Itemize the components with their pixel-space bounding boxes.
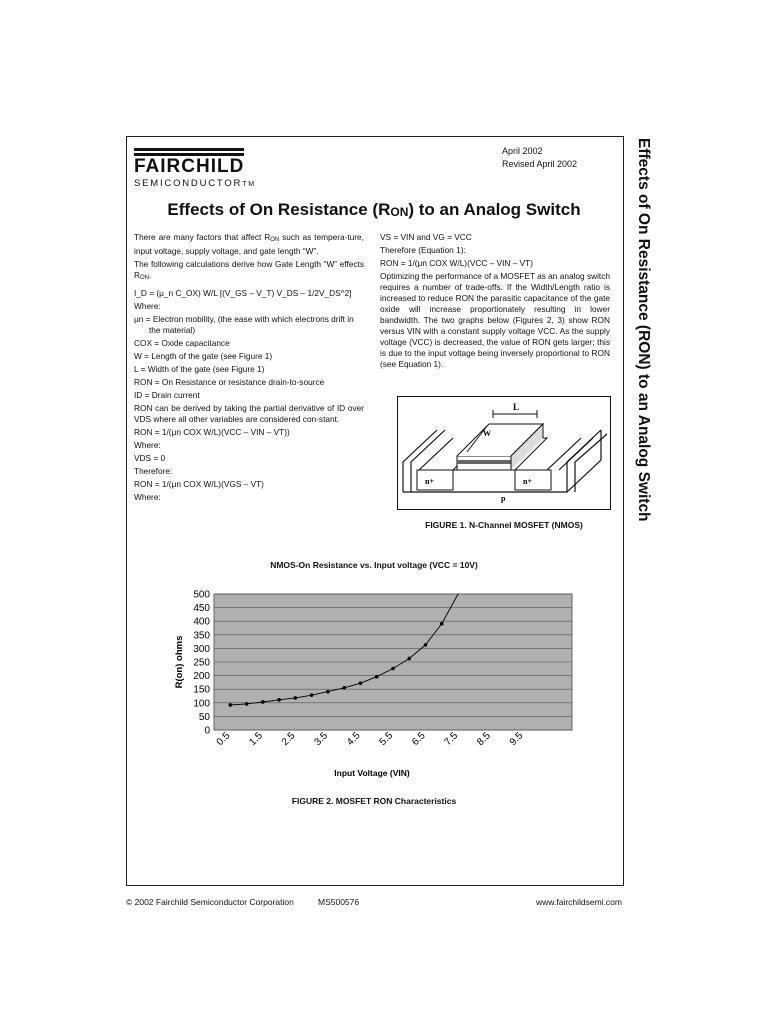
- x-axis-label: Input Voltage (VIN): [334, 768, 410, 778]
- figure1-caption: FIGURE 1. N-Channel MOSFET (NMOS): [425, 520, 583, 530]
- figure2-caption: FIGURE 2. MOSFET RON Characteristics: [291, 796, 457, 806]
- ron-chart: [170, 584, 580, 784]
- equation-id: I_D = (μ_n C_OX) W/L [(V_GS – V_T) V_DS – 1/2V_DS^2]: [134, 288, 352, 298]
- x-tick-label: 5.5: [377, 730, 396, 748]
- intro-paragraph-2: The following calculations derive how Gate Length “W” effects $R_{ON}$.: [134, 259, 364, 281]
- data-point: [326, 690, 330, 694]
- where-label-3: Where:: [134, 492, 161, 502]
- vs-vg-text: VS = VIN and VG = VCC: [380, 232, 472, 242]
- x-tick-label: 7.5: [442, 730, 461, 748]
- therefore-label: Therefore:: [134, 466, 173, 476]
- data-point: [359, 681, 363, 685]
- y-tick-label: 150: [193, 684, 210, 696]
- data-point: [391, 667, 395, 671]
- x-tick-label: 8.5: [475, 730, 493, 748]
- derivation-text: RON can be derived by taking the partial derivative of ID over VDS where all other variables are considered con-stant.: [134, 403, 364, 424]
- vds-zero: VDS = 0: [134, 453, 166, 463]
- equation-ron-2: RON = 1/(μn COX W/L)(VGS – VT): [134, 479, 264, 489]
- chart-title: NMOS-On Resistance vs. Input voltage (VCC = 10V): [270, 560, 478, 570]
- data-point: [245, 702, 249, 706]
- footer-url: www.fairchildsemi.com: [536, 897, 622, 907]
- dates: [502, 145, 577, 171]
- data-point: [294, 696, 298, 700]
- data-point: [277, 698, 281, 702]
- label-length: L: [513, 402, 520, 412]
- svg-text:n+: n+: [523, 477, 533, 486]
- fairchild-logo: [134, 148, 256, 189]
- mosfet-diagram: [397, 396, 611, 510]
- x-tick-label: 3.5: [312, 730, 331, 748]
- y-tick-label: 50: [198, 711, 210, 723]
- y-tick-label: 400: [193, 616, 210, 628]
- data-point: [440, 622, 444, 626]
- data-point: [228, 703, 232, 707]
- y-tick-label: 350: [193, 630, 210, 642]
- data-point: [261, 700, 265, 704]
- y-tick-label: 450: [193, 603, 210, 615]
- x-tick-label: 6.5: [410, 730, 428, 748]
- def-mu: μn = Electron mobility, (the ease with which electrons drift in the material): [134, 314, 354, 335]
- optimizing-paragraph: Optimizing the performance of a MOSFET as an analog switch requires a number of trade-offs. If the Width/Length ratio is increased to reduce RON the parasitic capacitance of the gate oxide will increase proportionately resulting in lower bandwidth. The two graphs below (Figures 2, 3) show RON versus VIN with a constant supply voltage VCC. As the supply voltage (VCC) is decreased, the value of RON gets larger; this is due to the input voltage being inversely proportional to RON (see Equation 1).: [380, 271, 610, 369]
- data-point: [424, 643, 428, 647]
- where-label: Where:: [134, 301, 161, 311]
- intro-paragraph: There are many factors that affect $R_{ON}$ such as tempera-ture, input voltage, supply voltage, and gate length “W”.: [134, 232, 364, 256]
- footer-copyright: © 2002 Fairchild Semiconductor Corporation: [126, 897, 294, 907]
- logo-bar-top: [134, 148, 244, 151]
- x-tick-label: 4.5: [344, 730, 363, 748]
- y-tick-label: 200: [193, 671, 210, 683]
- x-tick-label: 9.5: [507, 730, 526, 748]
- where-label-2: Where:: [134, 440, 161, 450]
- y-tick-label: 250: [193, 657, 210, 669]
- therefore-equation-label: Therefore (Equation 1):: [380, 245, 466, 255]
- y-tick-label: 500: [193, 589, 210, 601]
- drain-region: [515, 470, 551, 490]
- y-tick-label: 0: [204, 725, 210, 737]
- def-cox: COX = Oxide capacitance: [134, 338, 230, 348]
- def-id: ID = Drain current: [134, 390, 200, 400]
- y-tick-label: 100: [193, 698, 210, 710]
- equation-ron-1: RON = 1/(μn COX W/L)(VCC – VIN – VT)): [134, 427, 290, 437]
- left-column: [134, 232, 364, 505]
- page-title: Effects of On Resistance $(R_{ON})$ to an Analog Switch: [167, 200, 581, 219]
- svg-text:n+: n+: [425, 477, 435, 486]
- revised-date: Revised April 2002: [502, 159, 578, 169]
- equation-1: RON = 1/(μn COX W/L)(VCC – VIN – VT): [380, 258, 533, 268]
- data-point: [407, 657, 411, 661]
- sidebar-title: Effects of On Resistance (RON) to an Analog Switch: [635, 138, 652, 522]
- y-tick-label: 300: [193, 643, 210, 655]
- def-w: W = Length of the gate (see Figure 1): [134, 351, 273, 361]
- def-ron: RON = On Resistance or resistance drain-to-source: [134, 377, 325, 387]
- data-point: [375, 675, 379, 679]
- date: April 2002: [502, 146, 543, 156]
- x-tick-labels: [215, 730, 526, 748]
- data-point: [342, 686, 346, 690]
- right-column: [380, 232, 610, 372]
- logo-sub: SEMICONDUCTORTM: [134, 178, 256, 189]
- label-width: W: [483, 429, 491, 438]
- x-tick-label: 0.5: [214, 730, 233, 748]
- data-point: [310, 693, 314, 697]
- logo-name: FAIRCHILD: [134, 156, 245, 177]
- y-tick-labels: [193, 590, 210, 737]
- source-region: [417, 470, 453, 490]
- def-l: L = Width of the gate (see Figure 1): [134, 364, 265, 374]
- y-axis-label: R(on) ohms: [174, 635, 185, 689]
- x-tick-label: 1.5: [247, 730, 265, 748]
- footer-docnum: MS500576: [318, 897, 360, 907]
- x-tick-label: 2.5: [279, 730, 298, 748]
- label-p: p: [501, 494, 506, 503]
